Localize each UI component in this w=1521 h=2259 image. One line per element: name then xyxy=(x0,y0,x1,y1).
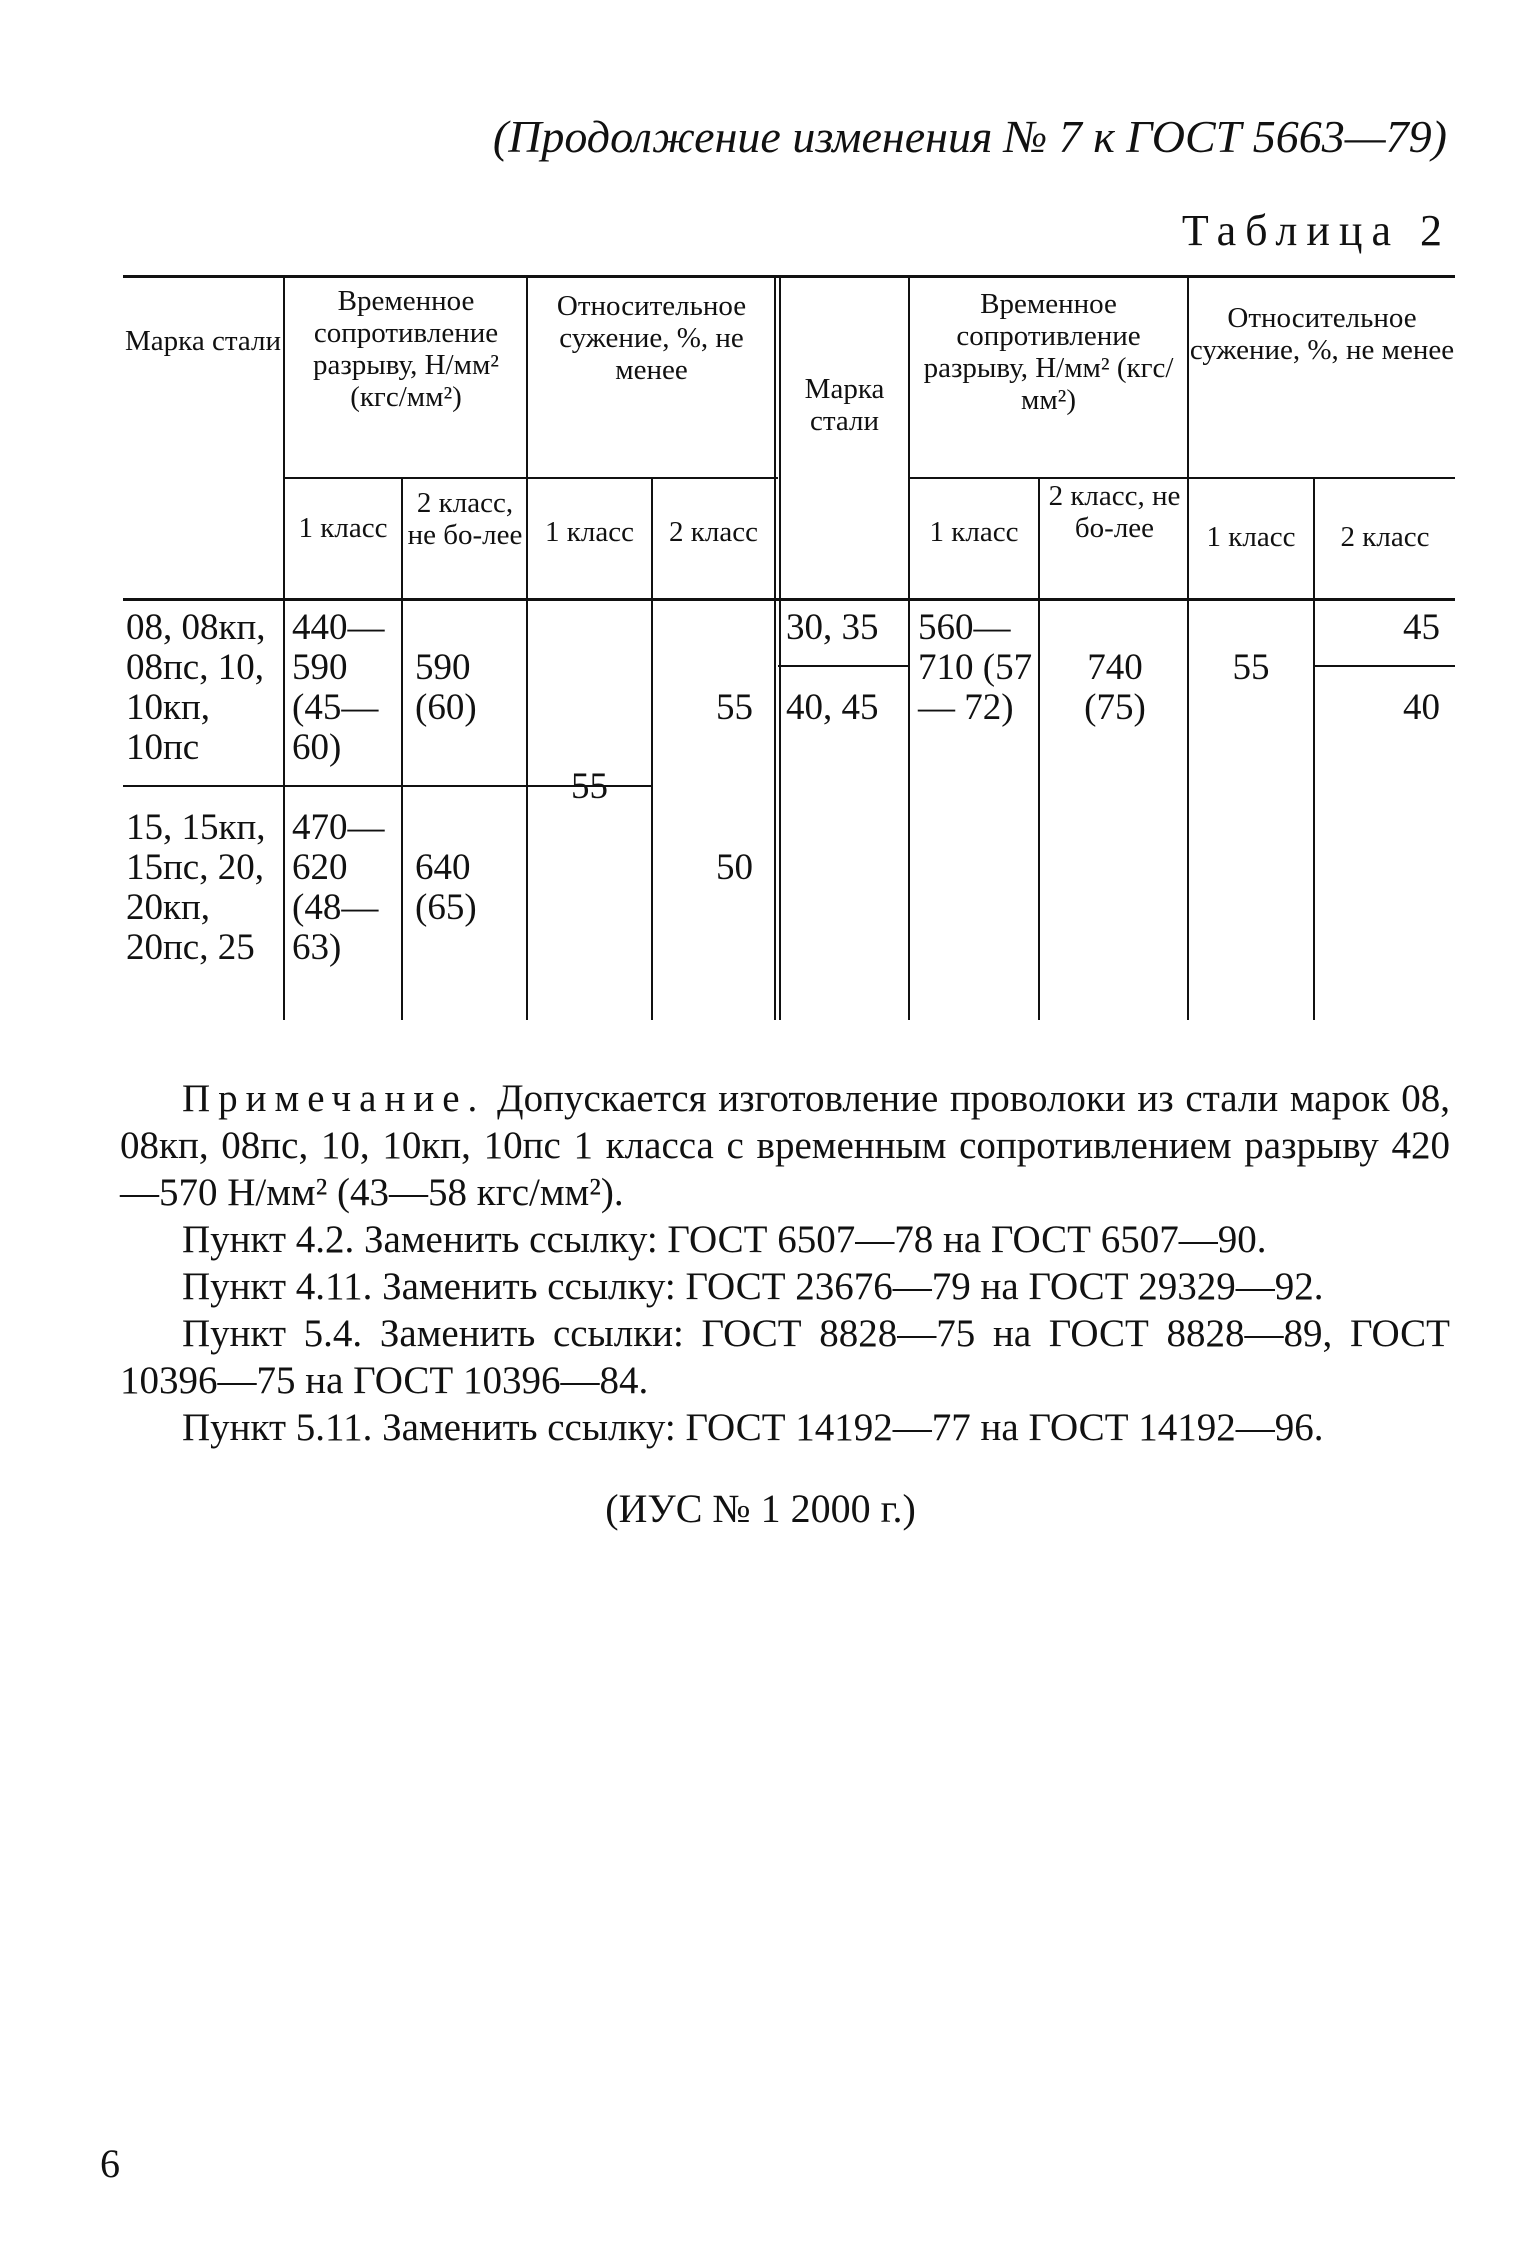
note-paragraph xyxy=(120,1075,1450,1216)
left-grade-header: Марка стали xyxy=(125,325,281,357)
right-strength-class1-value: 560— 710 (57— 72) xyxy=(918,607,1033,728)
right-narrowing-class2-label: 2 класс xyxy=(1340,521,1430,553)
left-row2-strength-class1: 470— 620 (48— 63) xyxy=(292,807,385,968)
left-row2-narrowing-class2: 50 xyxy=(716,847,753,888)
right-row2-grade: 40, 45 xyxy=(786,687,879,728)
continuation-title: (Продолжение изменения № 7 к ГОСТ 5663—79) xyxy=(492,111,1447,162)
left-class2-max-label: 2 класс, не бо-лее xyxy=(407,487,523,551)
note-label: Примечание. xyxy=(182,1077,486,1120)
amendment-item: Пункт 4.2. Заменить ссылку: ГОСТ 6507—78 на ГОСТ 6507—90. xyxy=(182,1218,1267,1261)
right-narrowing-class1-label: 1 класс xyxy=(1206,521,1296,553)
left-row1-narrowing-class2: 55 xyxy=(716,687,753,728)
right-row1-grade: 30, 35 xyxy=(786,607,879,648)
left-class1-label: 1 класс xyxy=(298,512,388,544)
amendment-item: Пункт 4.11. Заменить ссылку: ГОСТ 23676—79 на ГОСТ 29329—92. xyxy=(182,1265,1324,1308)
left-row1-grade: 08, 08кп, 08пс, 10, 10кп, 10пс xyxy=(126,607,266,768)
right-class2-max-label: 2 класс, не бо-лее xyxy=(1048,480,1181,544)
notes-section xyxy=(120,1075,1450,1451)
left-row2-grade: 15, 15кп, 15пс, 20, 20кп, 20пс, 25 xyxy=(126,807,266,968)
left-row1-strength-class1: 440— 590 (45— 60) xyxy=(292,607,385,768)
left-row2-strength-class2: 640 (65) xyxy=(415,847,477,928)
right-row2-narrowing-class2: 40 xyxy=(1403,687,1440,728)
right-row1-narrowing-class2: 45 xyxy=(1403,607,1440,648)
right-strength-header: Временное сопротивление разрыву, Н/мм² (кгс/мм²) xyxy=(923,288,1174,416)
note-text: Допускается изготовление проволоки из стали марок 08, 08кп, 08пс, 10, 10кп, 10пс 1 класса с временным сопротивлением разрыву 420—570 Н/мм² (43—58 кгс/мм²). xyxy=(120,1077,1451,1214)
page-number: 6 xyxy=(100,2141,120,2186)
amendment-item: Пункт 5.4. Заменить ссылки: ГОСТ 8828—75 на ГОСТ 8828—89, ГОСТ 10396—75 на ГОСТ 10396—84. xyxy=(120,1312,1450,1402)
left-row1-strength-class2: 590 (60) xyxy=(415,647,477,728)
left-narrowing-class1-value: 55 xyxy=(571,766,608,807)
left-narrowing-class2-label: 2 класс xyxy=(669,516,758,548)
right-narrowing-header: Относительное сужение, %, не менее xyxy=(1189,302,1455,366)
ius-reference: (ИУС № 1 2000 г.) xyxy=(605,1486,916,1531)
right-narrowing-class1-value: 55 xyxy=(1232,647,1270,688)
table-label: Таблица 2 xyxy=(1181,206,1451,255)
left-strength-header: Временное сопротивление разрыву, Н/мм² (кгс/мм²) xyxy=(312,285,499,413)
left-narrowing-header: Относительное сужение, %, не менее xyxy=(556,290,747,386)
right-strength-class2-value: 740 (75) xyxy=(1084,647,1146,728)
right-grade-header: Марка стали xyxy=(804,373,885,437)
amendment-item: Пункт 5.11. Заменить ссылку: ГОСТ 14192—77 на ГОСТ 14192—96. xyxy=(182,1406,1324,1449)
left-narrowing-class1-label: 1 класс xyxy=(545,516,634,548)
right-class1-label: 1 класс xyxy=(929,516,1019,548)
